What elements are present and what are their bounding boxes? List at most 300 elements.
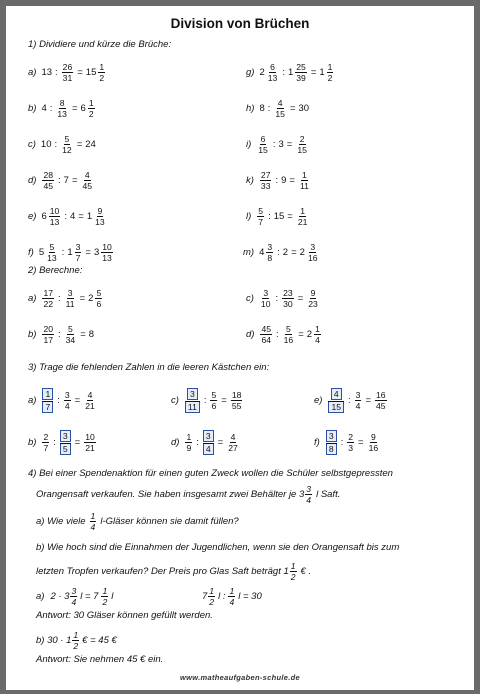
number: 4 [41, 103, 47, 114]
numerator: 3 [355, 390, 361, 400]
numerator: 2 [299, 134, 305, 144]
fraction [274, 98, 286, 119]
number: 3 [278, 139, 284, 150]
exercise-k [246, 170, 311, 191]
fraction [101, 242, 113, 263]
numerator: 6 [260, 134, 266, 144]
fraction [72, 630, 79, 651]
numerator: 2 [43, 432, 49, 442]
fraction [42, 324, 54, 345]
exercise-c [246, 288, 320, 309]
fraction [260, 288, 272, 309]
numerator: 5 [286, 324, 291, 334]
equals-sign: = [80, 329, 86, 340]
denominator: 7 [43, 443, 49, 453]
numerator: 3 [64, 390, 70, 400]
denominator: 12 [62, 145, 72, 155]
division-sign: : [61, 247, 65, 258]
division-sign: : [282, 67, 285, 78]
denominator: 15 [275, 109, 285, 119]
numerator: 18 [231, 390, 242, 400]
numerator: 1 [73, 630, 79, 640]
numerator: 26 [62, 62, 73, 72]
exercise-label: f) [314, 437, 320, 448]
denominator: 2 [102, 597, 108, 607]
answer-box-fraction [203, 430, 214, 455]
exercise-label: d) [171, 437, 180, 448]
numerator: 1 [315, 324, 320, 334]
fraction [65, 324, 77, 345]
exercise-label: l) [246, 211, 252, 222]
numerator: 16 [376, 390, 386, 400]
denominator: 33 [260, 181, 271, 191]
number: 13 [41, 67, 53, 78]
numerator: 1 [209, 586, 215, 596]
fraction [257, 134, 269, 155]
fraction [327, 62, 334, 83]
denominator: 4 [315, 335, 320, 345]
denominator: 16 [283, 335, 294, 345]
division-sign: : [340, 437, 344, 448]
denominator: 4 [64, 401, 70, 411]
whole-number: 4 [259, 247, 265, 258]
numerator: 1 [42, 388, 53, 400]
equals-sign: = [297, 293, 304, 304]
denominator: 4 [355, 401, 361, 411]
numerator: 3 [75, 242, 81, 252]
division-sign: : [276, 329, 279, 340]
fraction [90, 511, 97, 532]
equals-sign: = [358, 437, 364, 448]
denominator: 13 [49, 217, 60, 227]
exercise-label: f) [28, 247, 34, 258]
exercise-label: k) [246, 175, 254, 186]
solution-b [36, 630, 117, 651]
fraction [94, 206, 106, 227]
denominator: 6 [96, 299, 102, 309]
numerator: 10 [85, 432, 95, 442]
exercise-label: a) [28, 395, 37, 406]
whole-number: 1 [319, 67, 325, 78]
numerator: 45 [261, 324, 272, 334]
exercise-a [28, 388, 97, 413]
numerator: 1 [302, 170, 307, 180]
answer-box-fraction [185, 388, 200, 413]
fraction [299, 170, 310, 191]
denominator: 4 [203, 443, 214, 455]
fraction [257, 206, 264, 227]
equals-sign: = [85, 247, 91, 258]
whole-number: 2 [88, 293, 94, 304]
fraction [42, 170, 54, 191]
numerator: 1 [229, 586, 235, 596]
fraction [368, 432, 380, 453]
division-sign: : [57, 395, 60, 406]
exercise-h [246, 98, 309, 119]
solution-text: b) 30 · 1 [36, 635, 72, 646]
denominator: 15 [297, 145, 307, 155]
question-b-line-2 [36, 561, 311, 582]
numerator: 3 [67, 288, 73, 298]
page-title: Division von Brüchen [170, 16, 310, 31]
numerator: 27 [260, 170, 271, 180]
denominator: 13 [95, 217, 105, 227]
fraction [227, 432, 239, 453]
whole-number: 5 [38, 247, 45, 258]
denominator: 7 [258, 217, 264, 227]
fraction [267, 62, 279, 83]
denominator: 27 [228, 443, 238, 453]
numerator: 6 [270, 62, 275, 72]
fraction [305, 484, 312, 505]
division-sign: : [203, 395, 207, 406]
equals-sign: = [298, 329, 304, 340]
exercise-f [314, 430, 380, 455]
equals-sign: = [287, 211, 293, 222]
denominator: 64 [261, 335, 272, 345]
division-sign: : [58, 293, 61, 304]
denominator: 13 [47, 253, 57, 263]
fraction [62, 62, 74, 83]
numerator: 9 [97, 206, 103, 216]
fraction [231, 390, 243, 411]
exercise-label: d) [28, 175, 37, 186]
fraction [56, 98, 68, 119]
numerator: 3 [187, 388, 198, 400]
number: 4 [69, 211, 76, 222]
exercise-label: b) [28, 329, 37, 340]
exercise-label: e) [28, 211, 37, 222]
numerator: 17 [43, 288, 54, 298]
denominator: 15 [328, 401, 344, 413]
fraction [290, 561, 297, 582]
question-a [36, 511, 239, 532]
solution-a-right [202, 586, 262, 607]
numerator: 23 [283, 288, 293, 298]
fraction [375, 390, 387, 411]
division-sign: : [275, 175, 279, 186]
numerator: 1 [300, 206, 306, 216]
denominator: 4 [90, 522, 96, 532]
solution-text: 2 · 3 [50, 591, 70, 602]
question-b-unit: € . [300, 566, 312, 577]
exercise-label: c) [28, 139, 36, 150]
section-4-line-1: 4) Bei einer Spendenaktion für einen guten Zweck wollen die Schüler selbstgepressten [28, 468, 393, 479]
equals-sign: = [289, 103, 296, 114]
whole-number: 2 [306, 329, 313, 340]
denominator: 2 [327, 73, 333, 83]
number: 30 [298, 103, 310, 114]
division-sign: : [267, 103, 271, 114]
exercise-a [28, 288, 103, 309]
whole-number: 1 [287, 67, 294, 78]
solution-text: 7 [202, 591, 208, 602]
denominator: 21 [297, 217, 308, 227]
section-4-line-2 [36, 484, 340, 505]
number: 15 [273, 211, 285, 222]
numerator: 3 [263, 288, 269, 298]
answer-a: Antwort: 30 Gläser können gefüllt werden. [36, 610, 213, 621]
answer-b: Antwort: Sie nehmen 45 € ein. [36, 654, 164, 665]
fraction [282, 288, 294, 309]
whole-number: 6 [80, 103, 86, 114]
fraction [98, 62, 105, 83]
denominator: 21 [85, 401, 95, 411]
denominator: 23 [308, 299, 318, 309]
section-2-heading: 2) Berechne: [28, 265, 83, 276]
numerator: 3 [306, 484, 312, 494]
numerator: 20 [43, 324, 54, 334]
number: 7 [63, 175, 69, 186]
denominator: 13 [102, 253, 112, 263]
question-b-line-1: b) Wie hoch sind die Einnahmen der Jugendlichen, wenn sie den Orangensaft bis zum [36, 542, 400, 553]
solution-text: l [111, 591, 114, 602]
fraction [208, 586, 215, 607]
denominator: 16 [307, 253, 318, 263]
exercise-label: e) [314, 395, 323, 406]
fraction [61, 134, 73, 155]
division-sign: : [55, 67, 58, 78]
denominator: 30 [283, 299, 293, 309]
section-4-line-2-unit: l Saft. [316, 489, 341, 500]
numerator: 1 [327, 62, 333, 72]
section-1-heading: 1) Dividiere und kürze die Brüche: [28, 39, 172, 50]
numerator: 9 [310, 288, 316, 298]
numerator: 3 [326, 430, 337, 442]
answer-box-fraction [60, 430, 71, 455]
equals-sign: = [74, 437, 81, 448]
division-sign: : [277, 247, 280, 258]
worksheet-page [6, 6, 474, 690]
division-sign: : [54, 139, 58, 150]
answer-box-fraction [326, 430, 337, 455]
question-a-text-1: a) Wie viele [36, 516, 86, 527]
numerator: 5 [68, 324, 73, 334]
equals-sign: = [78, 211, 84, 222]
denominator: 17 [43, 335, 54, 345]
fraction [283, 324, 295, 345]
equals-sign: = [76, 139, 83, 150]
exercise-d [28, 170, 94, 191]
denominator: 6 [211, 401, 217, 411]
denominator: 8 [267, 253, 273, 263]
numerator: 1 [290, 561, 296, 571]
fraction [347, 432, 354, 453]
equals-sign: = [71, 175, 78, 186]
solution-text: l = 30 [238, 591, 262, 602]
question-a-text-2: l-Gläser können sie damit füllen? [100, 516, 239, 527]
denominator: 13 [57, 109, 67, 119]
denominator: 45 [82, 181, 93, 191]
numerator: 1 [90, 511, 96, 521]
exercise-label: b) [28, 437, 37, 448]
exercise-label: c) [246, 293, 254, 304]
fraction [70, 586, 77, 607]
division-sign: : [58, 329, 61, 340]
numerator: 2 [348, 432, 354, 442]
exercise-c [171, 388, 243, 413]
denominator: 45 [43, 181, 54, 191]
exercise-label: b) [28, 103, 37, 114]
numerator: 5 [211, 390, 217, 400]
division-sign: : [58, 175, 61, 186]
denominator: 5 [60, 443, 71, 455]
fraction [75, 242, 82, 263]
exercise-b [28, 98, 96, 119]
exercise-i [246, 134, 309, 155]
numerator: 4 [87, 390, 93, 400]
numerator: 3 [310, 242, 316, 252]
whole-number: 6 [41, 211, 47, 222]
denominator: 34 [65, 335, 76, 345]
fraction [295, 62, 307, 83]
fraction [46, 242, 58, 263]
fraction [314, 324, 321, 345]
denominator: 21 [85, 443, 95, 453]
fraction [185, 432, 192, 453]
fraction [260, 324, 272, 345]
numerator: 1 [102, 586, 108, 596]
exercise-c [28, 134, 96, 155]
fraction [307, 288, 319, 309]
denominator: 11 [185, 401, 200, 413]
denominator: 7 [75, 253, 81, 263]
division-sign: : [348, 395, 351, 406]
numerator: 3 [71, 586, 77, 596]
whole-number: 2 [259, 67, 265, 78]
exercise-d [171, 430, 240, 455]
equals-sign: = [79, 293, 86, 304]
numerator: 8 [59, 98, 65, 108]
exercise-a [28, 62, 106, 83]
whole-number: 15 [85, 67, 97, 78]
fraction [296, 134, 308, 155]
solution-a-left [36, 586, 113, 607]
numerator: 10 [49, 206, 60, 216]
exercise-f [28, 242, 114, 263]
denominator: 2 [209, 597, 215, 607]
equals-sign: = [74, 395, 81, 406]
numerator: 5 [258, 206, 264, 216]
exercise-b [28, 430, 97, 455]
fraction [65, 288, 76, 309]
equals-sign: = [71, 103, 78, 114]
solution-text: l : [218, 591, 226, 602]
numerator: 28 [43, 170, 54, 180]
section-4-line-2-text: Orangensaft verkaufen. Sie haben insgesamt zwei Behälter je 3 [36, 489, 305, 500]
equals-sign: = [217, 437, 224, 448]
denominator: 4 [71, 597, 77, 607]
division-sign: : [196, 437, 199, 448]
division-sign: : [268, 211, 271, 222]
number: 8 [259, 103, 265, 114]
question-b-text: letzten Tropfen verkaufen? Der Preis pro Glas Saft beträgt 1 [36, 566, 289, 577]
fraction [42, 432, 49, 453]
exercise-label: g) [246, 67, 255, 78]
equals-sign: = [365, 395, 371, 406]
fraction [84, 390, 96, 411]
numerator: 4 [230, 432, 236, 442]
exercise-g [246, 62, 334, 83]
exercise-label: c) [171, 395, 179, 406]
whole-number: 1 [67, 247, 73, 258]
denominator: 2 [290, 572, 296, 582]
denominator: 2 [88, 109, 94, 119]
numerator: 1 [99, 62, 105, 72]
denominator: 9 [186, 443, 192, 453]
exercise-e [314, 388, 388, 413]
equals-sign: = [286, 139, 293, 150]
division-sign: : [275, 293, 279, 304]
denominator: 8 [326, 443, 337, 455]
solution-text: l = 7 [80, 591, 99, 602]
denominator: 11 [299, 181, 309, 191]
numerator: 5 [96, 288, 102, 298]
denominator: 55 [231, 401, 242, 411]
denominator: 16 [368, 443, 379, 453]
number: 10 [40, 139, 52, 150]
exercise-e [28, 206, 107, 227]
numerator: 5 [49, 242, 55, 252]
denominator: 2 [99, 73, 105, 83]
denominator: 22 [43, 299, 54, 309]
whole-number: 1 [86, 211, 93, 222]
numerator: 25 [296, 62, 306, 72]
numerator: 4 [277, 98, 283, 108]
fraction [49, 206, 61, 227]
denominator: 13 [267, 73, 278, 83]
equals-sign: = [310, 67, 317, 78]
equals-sign: = [221, 395, 227, 406]
denominator: 15 [258, 145, 268, 155]
answer-box-fraction [42, 388, 53, 413]
exercise-label: m) [243, 247, 255, 258]
numerator: 3 [60, 430, 71, 442]
whole-number: 2 [299, 247, 305, 258]
numerator: 3 [267, 242, 273, 252]
exercise-label: h) [246, 103, 255, 114]
numerator: 1 [88, 98, 94, 108]
section-3-heading: 3) Trage die fehlenden Zahlen in die leeren Kästchen ein: [28, 362, 270, 373]
denominator: 31 [62, 73, 73, 83]
fraction [228, 586, 235, 607]
fraction [355, 390, 362, 411]
fraction [95, 288, 102, 309]
solution-text: € = 45 € [82, 635, 117, 646]
numerator: 9 [370, 432, 376, 442]
denominator: 39 [296, 73, 306, 83]
numerator: 1 [186, 432, 192, 442]
solution-a-label: a) [36, 591, 45, 602]
fraction [64, 390, 71, 411]
fraction [307, 242, 319, 263]
division-sign: : [64, 211, 67, 222]
denominator: 4 [229, 597, 235, 607]
numerator: 4 [331, 388, 342, 400]
denominator: 45 [376, 401, 386, 411]
denominator: 2 [73, 641, 79, 651]
number: 9 [281, 175, 287, 186]
division-sign: : [53, 437, 56, 448]
exercise-d [246, 324, 322, 345]
fraction [42, 288, 54, 309]
number: 24 [85, 139, 96, 150]
division-sign: : [272, 139, 276, 150]
exercise-l [246, 206, 309, 227]
equals-sign: = [77, 67, 83, 78]
footer-url: www.matheaufgaben-schule.de [180, 673, 300, 682]
exercise-label: a) [28, 293, 37, 304]
